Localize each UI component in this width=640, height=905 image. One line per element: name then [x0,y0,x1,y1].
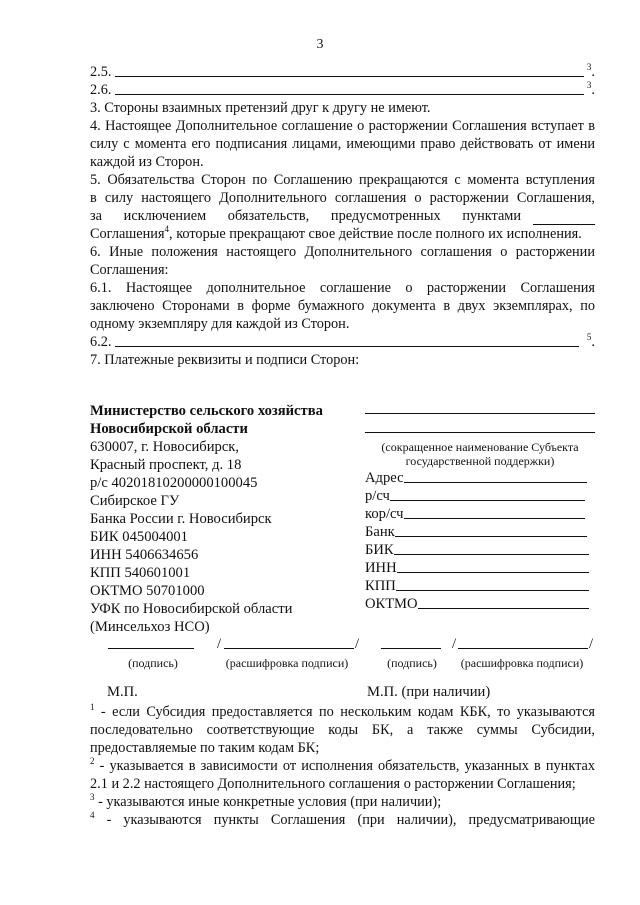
ministry-name-line-2: Новосибирской области [90,421,248,437]
agreement-body [90,63,595,369]
ministry-bik: БИК 045004001 [90,529,188,545]
recipient-bank-field: Банк [365,523,595,541]
recipient-requisites [365,402,595,613]
clause-4: 4. Настоящее Дополнительное соглашение о расторжении Соглашения вступает в силу с момента его подписания лицами, имеющими право действовать от имени каждой из Сторон. [90,118,595,170]
recipient-oktmo-field: ОКТМО [365,595,595,613]
clause-5-line-3: за исключением обязательств, предусмотренных пунктами [90,207,595,225]
recipient-seal-label: М.П. (при наличии) [367,684,491,700]
footnote-ref-3b: 3 [586,80,592,90]
clause-6-2-tail: $^5$. [586,332,595,350]
footnote-3: $^3$ - указываются иные конкретные условия (при наличии); [90,792,442,810]
recipient-inn-field: ИНН [365,559,595,577]
ministry-inn: ИНН 5406634656 [90,547,199,563]
recipient-kpp-field: КПП [365,577,595,595]
recipient-corr-account-field: кор/сч [365,505,595,523]
footnote-4: $^4$ - указываются пункты Соглашения (при наличии), предусматривающие [90,810,595,828]
ministry-ufk: УФК по Новосибирской области [90,601,293,617]
recipient-slash-right: / [589,636,594,652]
clause-6-1: 6.1. Настоящее дополнительное соглашение о расторжении Соглашения заключено Сторонами в форме бумажного документа в двух экземплярах, по одному экземпляру для каждой из Сторон. [90,280,595,332]
signature-block [0,636,640,676]
ministry-address-line-1: 630007, г. Новосибирск, [90,439,240,455]
ministry-seal-label: М.П. [107,684,138,700]
ministry-name-line-1: Министерство сельского хозяйства [90,403,323,419]
recipient-name-blank-2 [365,421,595,433]
ministry-address-line-2: Красный проспект, д. 18 [90,457,242,473]
footnote-2: $^2$ - указывается в зависимости от исполнения обязательств, указанных в пунктах 2.1 и 2.2 настоящего Дополнительного соглашения о расторжении Соглашения; [90,756,595,792]
ministry-slash-right: / [355,636,360,652]
clause-2-6-blank [115,94,583,95]
clause-7: 7. Платежные реквизиты и подписи Сторон: [90,352,360,368]
recipient-signature-line [381,648,441,649]
ministry-bank-line-2: Банка России г. Новосибирск [90,511,272,527]
ministry-kpp: КПП 540601001 [90,565,191,581]
clause-5-line-1: 5. Обязательства Сторон по Соглашению прекращаются с момента вступления [90,172,595,188]
clause-2-5-label: 2.5. [90,64,112,80]
clause-2-6-label: 2.6. [90,82,112,98]
clause-6-2-blank [115,346,578,347]
clause-2-6 [90,81,595,99]
recipient-account-field: р/сч [365,487,595,505]
ministry-requisites [90,402,360,636]
clause-2-5-tail: $^3$. [586,62,595,80]
footnote-ref-4: 4 [164,224,170,234]
ministry-bank-line-1: Сибирское ГУ [90,493,180,509]
clause-5-line-4: Соглашения$^4$, которые прекращают свое действие после полного их исполнения. [90,224,582,242]
clause-2-5-blank [115,76,583,77]
clause-5-points-blank [533,212,595,225]
recipient-address-field: Адрес [365,469,595,487]
footnote-ref-5: 5 [586,332,592,342]
clause-5-line-2: в силу настоящего Дополнительного соглашения о расторжении Соглашения, [90,190,595,206]
recipient-decoding-caption: (расшифровка подписи) [460,656,584,670]
recipient-signature-caption: (подпись) [387,656,437,670]
footnote-1: $^1$ - если Субсидия предоставляется по нескольким кодам КБК, то указываются последовательно соответствующие коды БК, а также суммы Субсидии, предоставляемые по таким кодам БК; [90,702,595,756]
ministry-account: р/с 40201810200000100045 [90,475,258,491]
footnotes [90,703,595,829]
recipient-bik-field: БИК [365,541,595,559]
page-number: 3 [316,37,324,52]
ministry-oktmo: ОКТМО 50701000 [90,583,205,599]
recipient-decoding-line [458,648,588,649]
recipient-slash-left: / [452,636,457,652]
clause-6-2 [90,333,595,351]
clause-6-2-label: 6.2. [90,334,112,350]
footnote-ref-3: 3 [586,62,592,72]
ministry-signature-line [108,648,194,649]
ministry-signature-caption: (подпись) [128,656,178,670]
recipient-name-blank-1 [365,402,595,414]
ministry-slash-left: / [217,636,222,652]
ministry-decoding-line [224,648,354,649]
ministry-decoding-caption: (расшифровка подписи) [225,656,349,670]
clause-6: 6. Иные положения настоящего Дополнительного соглашения о расторжении Соглашения: [90,244,595,278]
ministry-short-name: (Минсельхоз НСО) [90,619,210,635]
clause-5 [90,171,595,243]
recipient-name-caption: (сокращенное наименование Субъекта государственной поддержки) [381,440,579,468]
clause-2-6-tail: $^3$. [586,80,595,98]
clause-3: 3. Стороны взаимных претензий друг к другу не имеют. [90,100,431,116]
clause-2-5 [90,63,595,81]
